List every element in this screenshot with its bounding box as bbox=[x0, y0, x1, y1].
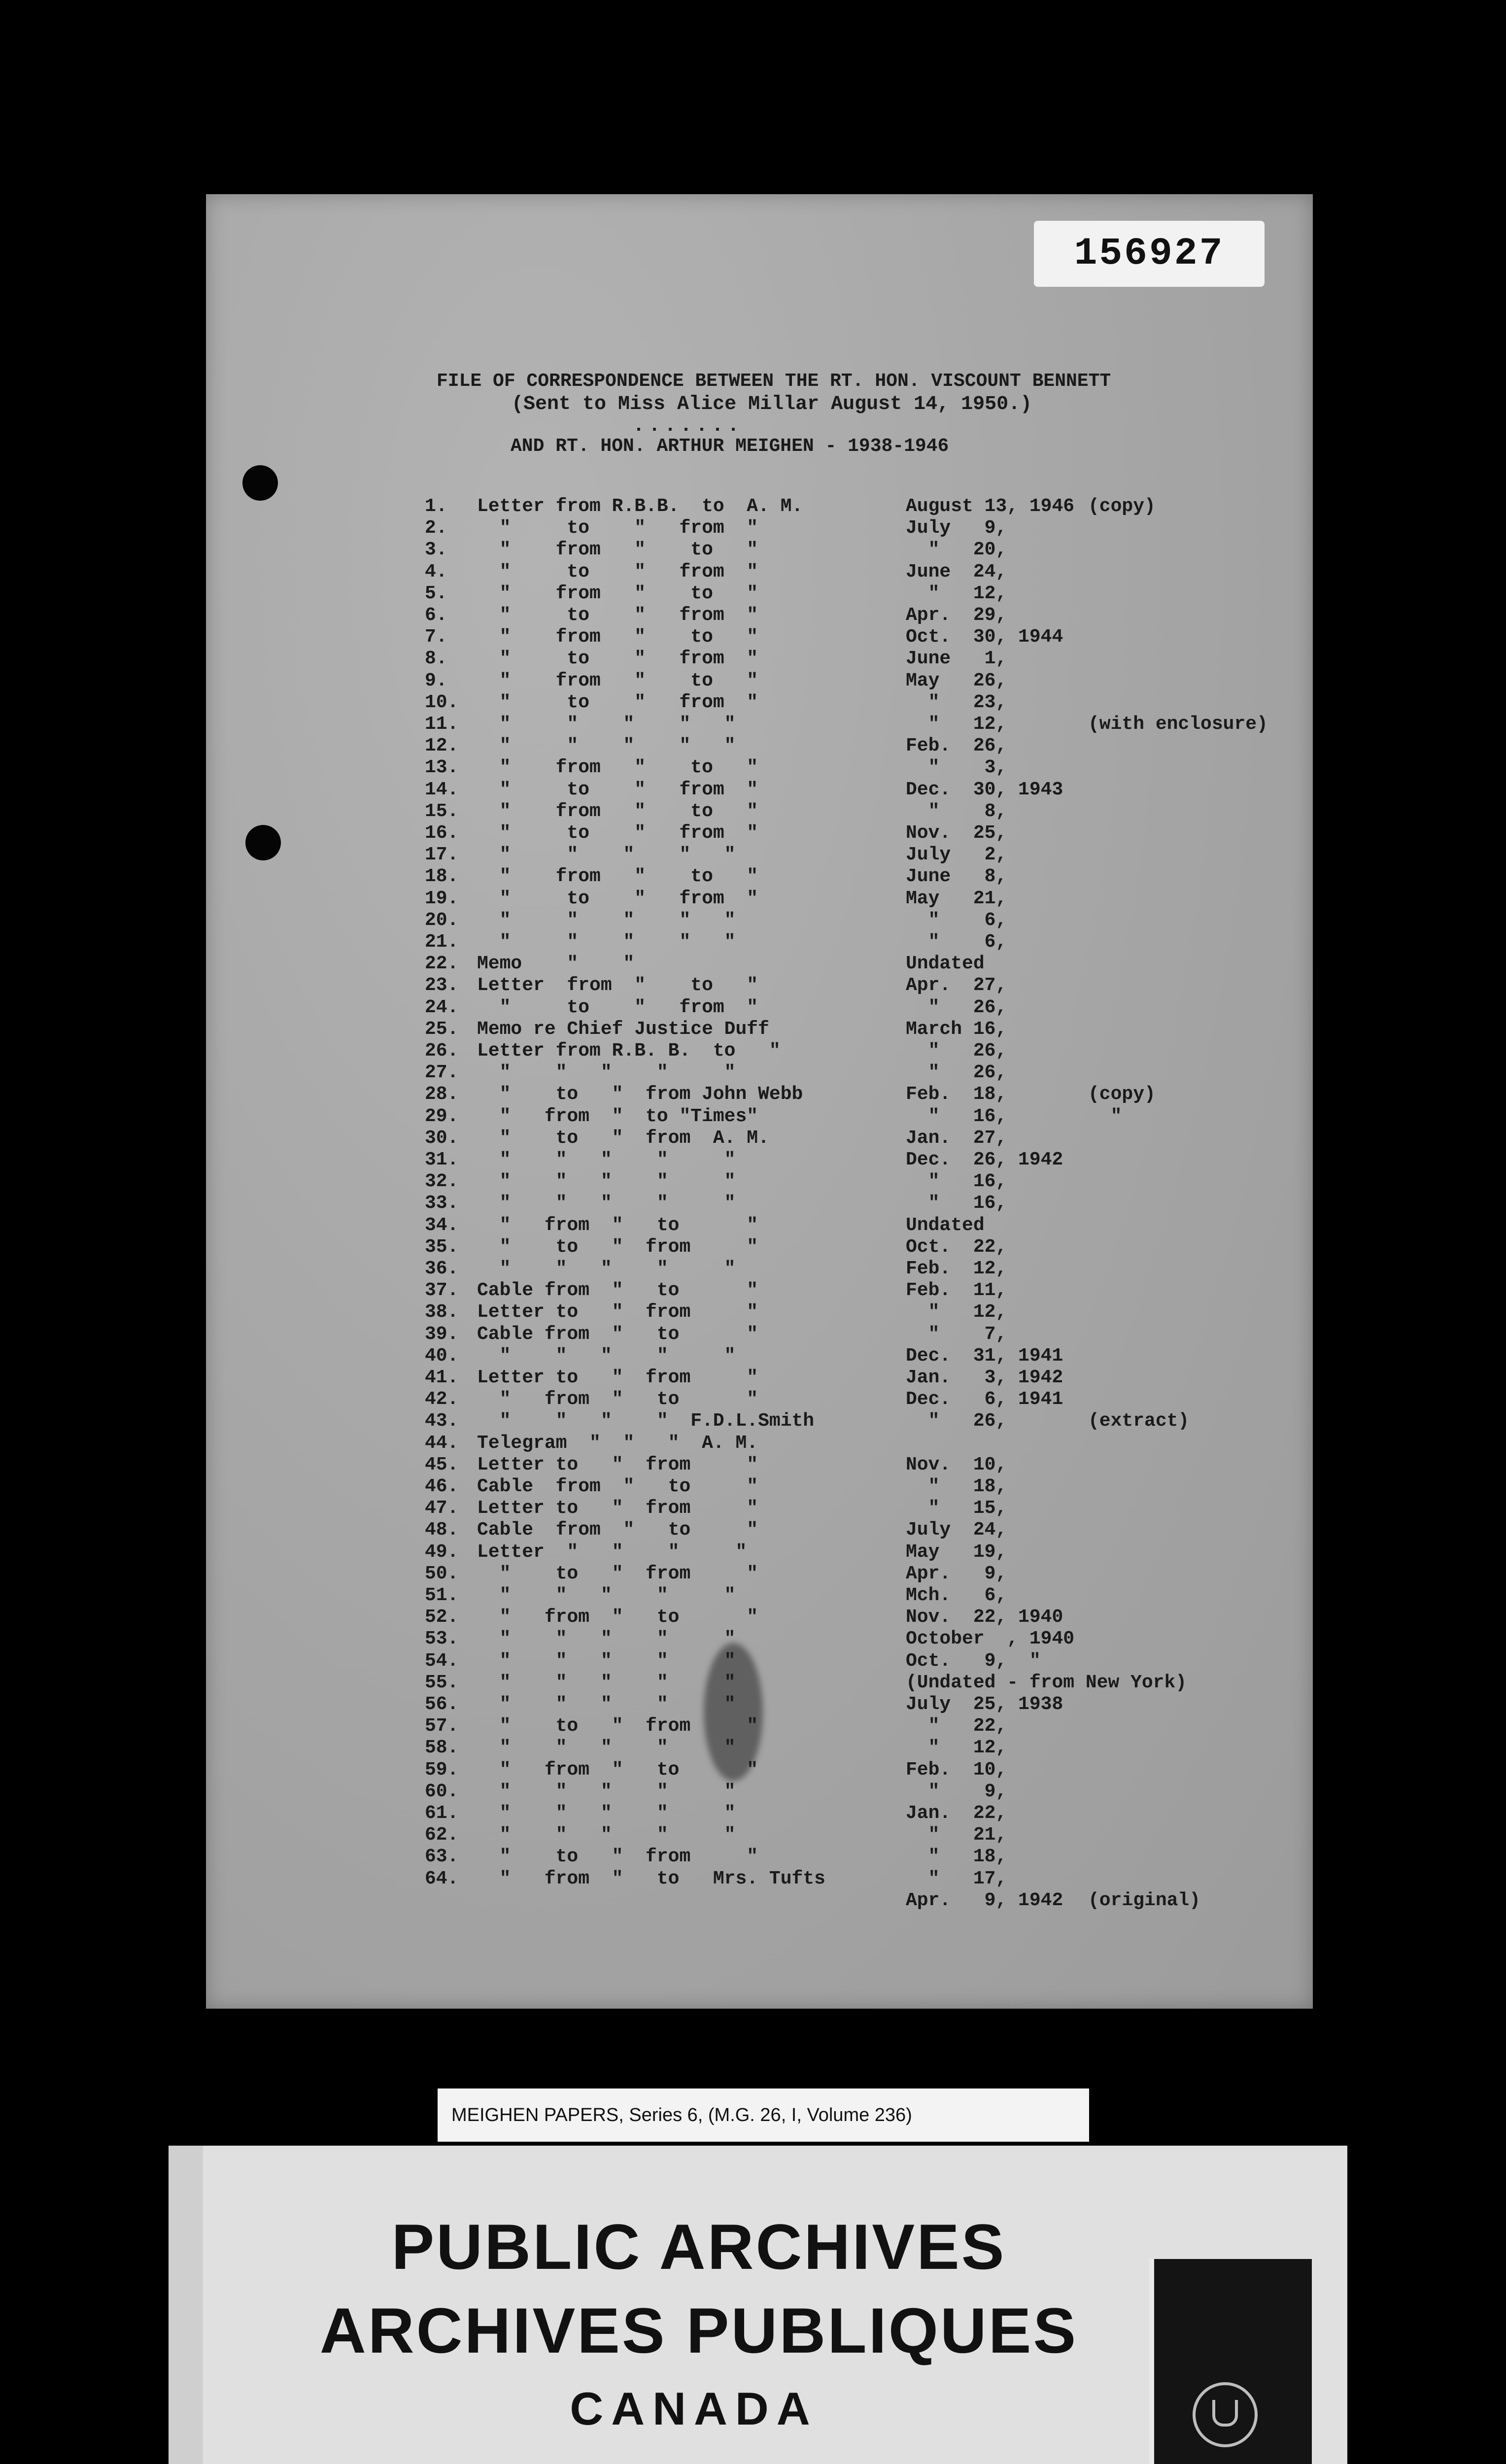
entry-description: " to " from " bbox=[477, 779, 758, 800]
banner-archives-publiques: ARCHIVES PUBLIQUES bbox=[319, 2294, 1078, 2366]
entry-number: 11. bbox=[425, 714, 459, 735]
entry-date: Nov. 25, bbox=[906, 822, 1007, 844]
entry-date: " 26, bbox=[906, 1040, 1007, 1061]
entry-date: May 21, bbox=[906, 888, 1007, 909]
entry-date: Mch. 6, bbox=[906, 1585, 1007, 1606]
sent-note: (Sent to Miss Alice Millar August 14, 1950.) bbox=[512, 393, 1032, 415]
entry-date: Dec. 26, 1942 bbox=[906, 1149, 1063, 1170]
entry-description: " to " from " bbox=[477, 822, 758, 844]
entry-number: 58. bbox=[425, 1737, 459, 1759]
entry-description: Letter from R.B. B. to " bbox=[477, 1040, 781, 1061]
entry-date: Jan. 3, 1942 bbox=[906, 1367, 1063, 1388]
entry-description: Letter from " to " bbox=[477, 975, 758, 996]
entry-date: " 26, bbox=[906, 996, 1007, 1018]
entry-number: 44. bbox=[425, 1432, 459, 1454]
entry-date: October , 1940 bbox=[906, 1628, 1075, 1650]
entry-number: 48. bbox=[425, 1519, 459, 1541]
entry-date: " 18, bbox=[906, 1846, 1007, 1868]
entry-number: 4. bbox=[425, 561, 447, 582]
entry-date: Oct. 22, bbox=[906, 1236, 1007, 1258]
entry-description: " from " to " bbox=[477, 757, 758, 779]
entry-date: Apr. 9, bbox=[906, 1563, 1007, 1584]
entry-number: 14. bbox=[425, 779, 459, 800]
entry-number: 20. bbox=[425, 909, 459, 931]
entry-description: " " " " " bbox=[477, 1585, 736, 1606]
entry-number: 28. bbox=[425, 1084, 459, 1105]
entry-number: 18. bbox=[425, 866, 459, 888]
entry-date: Oct. 30, 1944 bbox=[906, 626, 1063, 648]
banner-public-archives: PUBLIC ARCHIVES bbox=[391, 2211, 1006, 2283]
entry-description: " " " " " bbox=[477, 1193, 736, 1214]
entry-description: " to " from " bbox=[477, 888, 758, 909]
entry-description: " " " " " bbox=[477, 1824, 736, 1846]
entry-number: 62. bbox=[425, 1824, 459, 1846]
entry-date: " 6, bbox=[906, 909, 1007, 931]
entry-number: 51. bbox=[425, 1585, 459, 1606]
entry-number: 54. bbox=[425, 1650, 459, 1672]
heading-line-2: AND RT. HON. ARTHUR MEIGHEN - 1938-1946 bbox=[511, 436, 949, 457]
entry-date: Dec. 6, 1941 bbox=[906, 1389, 1063, 1410]
entry-number: 25. bbox=[425, 1018, 459, 1040]
entry-number: 1. bbox=[425, 496, 447, 517]
entry-description: " " " " " bbox=[477, 1345, 736, 1367]
entry-description: Letter to " from " bbox=[477, 1301, 758, 1323]
entry-description: " to " from " bbox=[477, 517, 758, 539]
entry-number: 36. bbox=[425, 1258, 459, 1279]
entry-number: 49. bbox=[425, 1541, 459, 1563]
entry-description: Cable from " to " bbox=[477, 1323, 758, 1345]
entry-date: May 26, bbox=[906, 670, 1007, 691]
entry-date: Apr. 27, bbox=[906, 975, 1007, 996]
entry-number: 57. bbox=[425, 1715, 459, 1737]
entry-date: Undated bbox=[906, 1214, 985, 1236]
entry-description: " " " " " bbox=[477, 1650, 736, 1672]
archive-label bbox=[438, 2088, 1089, 2142]
entry-date: " 7, bbox=[906, 1323, 1007, 1345]
entry-number: 8. bbox=[425, 648, 447, 670]
document-page bbox=[206, 194, 1313, 2009]
entry-number: 37. bbox=[425, 1280, 459, 1301]
entry-date: August 13, 1946 bbox=[906, 496, 1075, 517]
entry-description: " from " to "Times" bbox=[477, 1105, 758, 1127]
archives-seal-icon bbox=[1193, 2382, 1258, 2447]
banner-canada: CANADA bbox=[570, 2383, 818, 2434]
entry-number: 60. bbox=[425, 1780, 459, 1802]
entry-number: 21. bbox=[425, 931, 459, 953]
entry-number: 45. bbox=[425, 1454, 459, 1475]
entry-note: (copy) bbox=[1088, 1084, 1156, 1105]
entry-date: July 25, 1938 bbox=[906, 1694, 1063, 1715]
entry-description: " " " " " bbox=[477, 931, 736, 953]
entry-date: " 9, bbox=[906, 1780, 1007, 1802]
entry-number: 32. bbox=[425, 1171, 459, 1193]
entry-number: 2. bbox=[425, 517, 447, 539]
entry-description: " to " from " bbox=[477, 1563, 758, 1584]
entry-description: " to " from " bbox=[477, 1236, 758, 1258]
entry-date: July 24, bbox=[906, 1519, 1007, 1541]
entry-number: 42. bbox=[425, 1389, 459, 1410]
entry-date: Feb. 11, bbox=[906, 1280, 1007, 1301]
entry-number: 39. bbox=[425, 1323, 459, 1345]
entry-description: " from " to " bbox=[477, 670, 758, 691]
entry-description: " to " from " bbox=[477, 605, 758, 626]
entry-number: 40. bbox=[425, 1345, 459, 1367]
entry-description: " " " " " bbox=[477, 714, 736, 735]
entry-description: " from " to " bbox=[477, 1214, 758, 1236]
entry-date: (Undated - from New York) bbox=[906, 1672, 1187, 1693]
entry-description: " " " " " bbox=[477, 1258, 736, 1279]
entry-date: " 15, bbox=[906, 1498, 1007, 1519]
entry-description: Memo " " bbox=[477, 953, 635, 975]
entry-date: Jan. 27, bbox=[906, 1127, 1007, 1149]
entry-description: Letter to " from " bbox=[477, 1367, 758, 1388]
entry-number: 15. bbox=[425, 800, 459, 822]
entry-date: Dec. 31, 1941 bbox=[906, 1345, 1063, 1367]
entry-description: " " " " " bbox=[477, 909, 736, 931]
entry-number: 50. bbox=[425, 1563, 459, 1584]
entry-date: " 21, bbox=[906, 1824, 1007, 1846]
entry-number: 13. bbox=[425, 757, 459, 779]
entry-description: " " " " " bbox=[477, 1780, 736, 1802]
entry-description: Letter from R.B.B. to A. M. bbox=[477, 496, 803, 517]
entry-date: " 26, bbox=[906, 1410, 1007, 1432]
entry-number: 35. bbox=[425, 1236, 459, 1258]
entry-description: Letter to " from " bbox=[477, 1454, 758, 1475]
entry-description: " " " " " bbox=[477, 1628, 736, 1650]
entry-note: (extract) bbox=[1088, 1410, 1190, 1432]
entry-number: 63. bbox=[425, 1846, 459, 1868]
entry-date: " 12, bbox=[906, 1737, 1007, 1759]
entry-date: June 1, bbox=[906, 648, 1007, 670]
entry-number: 6. bbox=[425, 605, 447, 626]
entry-description: Letter to " from " bbox=[477, 1498, 758, 1519]
entry-date: Feb. 10, bbox=[906, 1759, 1007, 1780]
entry-date: " 22, bbox=[906, 1715, 1007, 1737]
entry-date: " 16, bbox=[906, 1171, 1007, 1193]
entry-number: 59. bbox=[425, 1759, 459, 1780]
entry-date: " 12, bbox=[906, 1301, 1007, 1323]
entry-description: " to " from John Webb bbox=[477, 1084, 803, 1105]
entry-description: Cable from " to " bbox=[477, 1476, 758, 1497]
entry-description: " " " " " bbox=[477, 1694, 736, 1715]
entry-description: " to " from " bbox=[477, 996, 758, 1018]
entry-number: 31. bbox=[425, 1149, 459, 1170]
entry-description: " to " from " bbox=[477, 1846, 758, 1868]
entry-date: Nov. 22, 1940 bbox=[906, 1607, 1063, 1628]
entry-date: Undated bbox=[906, 953, 985, 975]
entry-description: " to " from " bbox=[477, 691, 758, 713]
entry-number: 56. bbox=[425, 1694, 459, 1715]
entry-date: Feb. 12, bbox=[906, 1258, 1007, 1279]
entry-description: " from " to " bbox=[477, 800, 758, 822]
entry-date: Jan. 22, bbox=[906, 1803, 1007, 1824]
entry-description: " to " from " bbox=[477, 648, 758, 670]
entry-number: 27. bbox=[425, 1062, 459, 1084]
entry-date: Nov. 10, bbox=[906, 1454, 1007, 1475]
entry-description: Memo re Chief Justice Duff bbox=[477, 1018, 769, 1040]
entry-number: 34. bbox=[425, 1214, 459, 1236]
entry-note: " bbox=[1088, 1105, 1122, 1127]
entry-description: " from " to " bbox=[477, 1607, 758, 1628]
entry-description: " from " to " bbox=[477, 582, 758, 604]
entry-number: 33. bbox=[425, 1193, 459, 1214]
entry-number: 16. bbox=[425, 822, 459, 844]
entry-number: 19. bbox=[425, 888, 459, 909]
entry-number: 23. bbox=[425, 975, 459, 996]
entry-date: " 18, bbox=[906, 1476, 1007, 1497]
entry-number: 12. bbox=[425, 735, 459, 757]
entry-description: " " " " " bbox=[477, 1062, 736, 1084]
entry-number: 46. bbox=[425, 1476, 459, 1497]
entry-note: (copy) bbox=[1088, 496, 1156, 517]
entry-date: March 16, bbox=[906, 1018, 1007, 1040]
entry-date: " 26, bbox=[906, 1062, 1007, 1084]
entry-number: 10. bbox=[425, 691, 459, 713]
archive-label-text: MEIGHEN PAPERS, Series 6, (M.G. 26, I, Volume 236) bbox=[451, 2104, 912, 2125]
entry-date: July 9, bbox=[906, 517, 1007, 539]
heading-line-1: FILE OF CORRESPONDENCE BETWEEN THE RT. HON. VISCOUNT BENNETT bbox=[437, 371, 1111, 392]
entry-number: 30. bbox=[425, 1127, 459, 1149]
archives-banner bbox=[169, 2146, 1347, 2464]
entry-description: Letter " " " " bbox=[477, 1541, 747, 1563]
entry-date: July 2, bbox=[906, 844, 1007, 866]
entry-number: 26. bbox=[425, 1040, 459, 1061]
entry-number: 53. bbox=[425, 1628, 459, 1650]
entry-description: " " " " F.D.L.Smith bbox=[477, 1410, 815, 1432]
entry-date: Apr. 9, 1942 bbox=[906, 1889, 1063, 1911]
entry-date: " 16, bbox=[906, 1105, 1007, 1127]
entry-number: 3. bbox=[425, 539, 447, 561]
entry-description: " from " to " bbox=[477, 866, 758, 888]
entry-number: 61. bbox=[425, 1803, 459, 1824]
entry-description: " " " " " bbox=[477, 1803, 736, 1824]
entry-description: " from " to " bbox=[477, 539, 758, 561]
entry-date: Dec. 30, 1943 bbox=[906, 779, 1063, 800]
entry-number: 64. bbox=[425, 1868, 459, 1889]
entry-number: 38. bbox=[425, 1301, 459, 1323]
entry-description: " to " from " bbox=[477, 561, 758, 582]
entry-date: Oct. 9, " bbox=[906, 1650, 1041, 1672]
entry-description: " from " to Mrs. Tufts bbox=[477, 1868, 825, 1889]
entry-number: 9. bbox=[425, 670, 447, 691]
entry-note: (with enclosure) bbox=[1088, 714, 1268, 735]
entry-number: 5. bbox=[425, 582, 447, 604]
entry-date: June 24, bbox=[906, 561, 1007, 582]
entry-date: May 19, bbox=[906, 1541, 1007, 1563]
entry-description: " " " " " bbox=[477, 1171, 736, 1193]
file-number: 156927 bbox=[1074, 232, 1225, 275]
entry-description: Cable from " to " bbox=[477, 1280, 758, 1301]
entry-description: " from " to " bbox=[477, 1389, 758, 1410]
entry-date: " 12, bbox=[906, 582, 1007, 604]
entry-description: " to " from " bbox=[477, 1715, 758, 1737]
entry-number: 52. bbox=[425, 1607, 459, 1628]
entry-number: 29. bbox=[425, 1105, 459, 1127]
entry-date: " 12, bbox=[906, 714, 1007, 735]
entry-date: " 16, bbox=[906, 1193, 1007, 1214]
entry-date: " 3, bbox=[906, 757, 1007, 779]
entry-description: " " " " " bbox=[477, 1737, 736, 1759]
entry-number: 24. bbox=[425, 996, 459, 1018]
separator-dots: ....... bbox=[633, 415, 744, 437]
entry-date: " 17, bbox=[906, 1868, 1007, 1889]
entry-number: 7. bbox=[425, 626, 447, 648]
entry-description: " " " " " bbox=[477, 844, 736, 866]
entry-date: " 6, bbox=[906, 931, 1007, 953]
entry-description: " " " " " bbox=[477, 735, 736, 757]
entry-description: Telegram " " " A. M. bbox=[477, 1432, 758, 1454]
entry-date: June 8, bbox=[906, 866, 1007, 888]
entry-date: " 8, bbox=[906, 800, 1007, 822]
entry-date: " 20, bbox=[906, 539, 1007, 561]
entry-number: 55. bbox=[425, 1672, 459, 1693]
entry-date: " 23, bbox=[906, 691, 1007, 713]
entry-description: " " " " " bbox=[477, 1672, 736, 1693]
entry-number: 41. bbox=[425, 1367, 459, 1388]
entry-date: Feb. 18, bbox=[906, 1084, 1007, 1105]
entry-number: 43. bbox=[425, 1410, 459, 1432]
entry-description: " from " to " bbox=[477, 626, 758, 648]
entry-date: Apr. 29, bbox=[906, 605, 1007, 626]
entry-note: (original) bbox=[1088, 1889, 1201, 1911]
entry-description: " " " " " bbox=[477, 1149, 736, 1170]
entry-date: Feb. 26, bbox=[906, 735, 1007, 757]
correspondence-list bbox=[206, 194, 1313, 2009]
entry-description: Cable from " to " bbox=[477, 1519, 758, 1541]
entry-number: 22. bbox=[425, 953, 459, 975]
entry-description: " to " from A. M. bbox=[477, 1127, 769, 1149]
entry-number: 47. bbox=[425, 1498, 459, 1519]
entry-number: 17. bbox=[425, 844, 459, 866]
entry-description: " from " to " bbox=[477, 1759, 758, 1780]
